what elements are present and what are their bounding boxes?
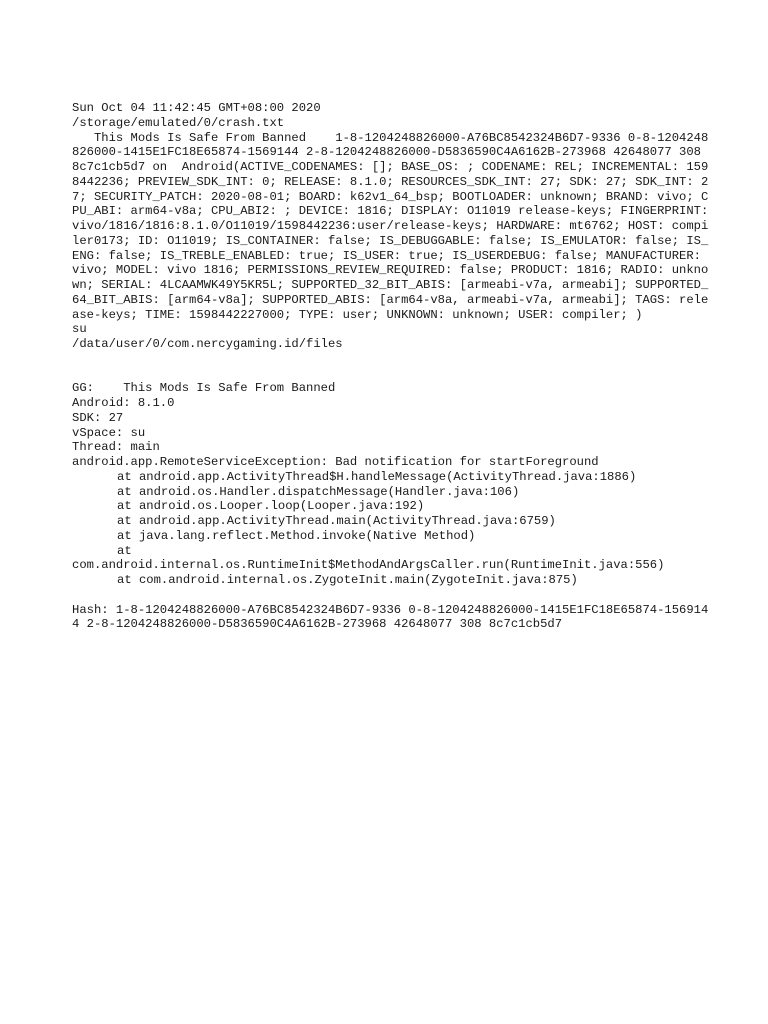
stack-frame: at [117, 543, 132, 558]
blank-line [72, 367, 712, 382]
stack-frame: at java.lang.reflect.Method.invoke(Native Method) [117, 528, 476, 543]
stack-frame: at android.os.Looper.loop(Looper.java:192) [117, 499, 425, 514]
exception-line: android.app.RemoteServiceException: Bad notification for startForeground [72, 455, 599, 469]
sdk-version: SDK: 27 [72, 410, 124, 425]
stack-frame: at com.android.internal.os.ZygoteInit.main(ZygoteInit.java:875) [117, 573, 578, 587]
crash-timestamp: Sun Oct 04 11:42:45 GMT+08:00 2020 [72, 101, 321, 115]
blank-line [72, 352, 712, 367]
build-info: This Mods Is Safe From Banned 1-8-1204248826000-A76BC8542324B6D7-9336 0-8-1204248826000-1415E1FC18E65874-1569144 2-8-1204248826000-D5836590C4A6162B-273968 42648077 308 8c7c1cb5d7 on Android(ACTIVE_CODENAMES: []; BASE_OS: ; CODENAME: REL; INCREMENTAL: 1598442236; PREVIEW_SDK_INT: 0; RELEASE: 8.1.0; RESOURCES_SDK_INT: 27; SDK: 27; SDK_INT: 27; SECURITY_PATCH: 2020-08-01; BOARD: k62v1_64_bsp; BOOTLOADER: unknown; BRAND: vivo; CPU_ABI: arm64-v8a; CPU_ABI2: ; DEVICE: 1816; DISPLAY: O11019 release-keys; FINGERPRINT: vivo/1816/1816:8.1.0/O11019/1598442236:user/release-keys; HARDWARE: mt6762; HOST: compiler0173; ID: O11019; IS_CONTAINER: false; IS_DEBUGGABLE: false; IS_EMULATOR: false; IS_ENG: false; IS_TREBLE_ENABLED: true; IS_USER: true; IS_USERDEBUG: false; MANUFACTURER: vivo; MODEL: vivo 1816; PERMISSIONS_REVIEW_REQUIRED: false; PRODUCT: 1816; RADIO: unknown; SERIAL: 4LCAAMWK49Y5KR5L; SUPPORTED_32_BIT_ABIS: [armeabi-v7a, armeabi]; SUPPORTED_64_BIT_ABIS: [arm64-v8a]; SUPPORTED_ABIS: [arm64-v8a, armeabi-v7a, armeabi]; TAGS: release-keys; TIME: 1598442227000; TYPE: user; UNKNOWN: unknown; USER: compiler; ) [72, 130, 716, 322]
files-path: /data/user/0/com.nercygaming.id/files [72, 337, 343, 351]
blank-line [72, 588, 712, 603]
thread-line: Thread: main [72, 440, 160, 455]
crash-file-path: /storage/emulated/0/crash.txt [72, 115, 285, 130]
gg-line: GG: This Mods Is Safe From Banned [72, 381, 336, 396]
stack-frame-wrapped: com.android.internal.os.RuntimeInit$MethodAndArgsCaller.run(RuntimeInit.java:556) [72, 558, 665, 573]
crash-log-document [72, 101, 716, 632]
stack-frame: at android.os.Handler.dispatchMessage(Handler.java:106) [117, 484, 520, 499]
vspace-line: vSpace: su [72, 425, 146, 440]
hash-line: Hash: 1-8-1204248826000-A76BC8542324B6D7-9336 0-8-1204248826000-1415E1FC18E65874-1569144 2-8-1204248826000-D5836590C4A6162B-273968 42648077 308 8c7c1cb5d7 [72, 602, 709, 632]
stack-frame: at android.app.ActivityThread$H.handleMessage(ActivityThread.java:1886) [117, 469, 637, 484]
su-line: su [72, 322, 87, 337]
android-version: Android: 8.1.0 [72, 396, 175, 410]
stack-frame: at android.app.ActivityThread.main(ActivityThread.java:6759) [117, 514, 556, 528]
